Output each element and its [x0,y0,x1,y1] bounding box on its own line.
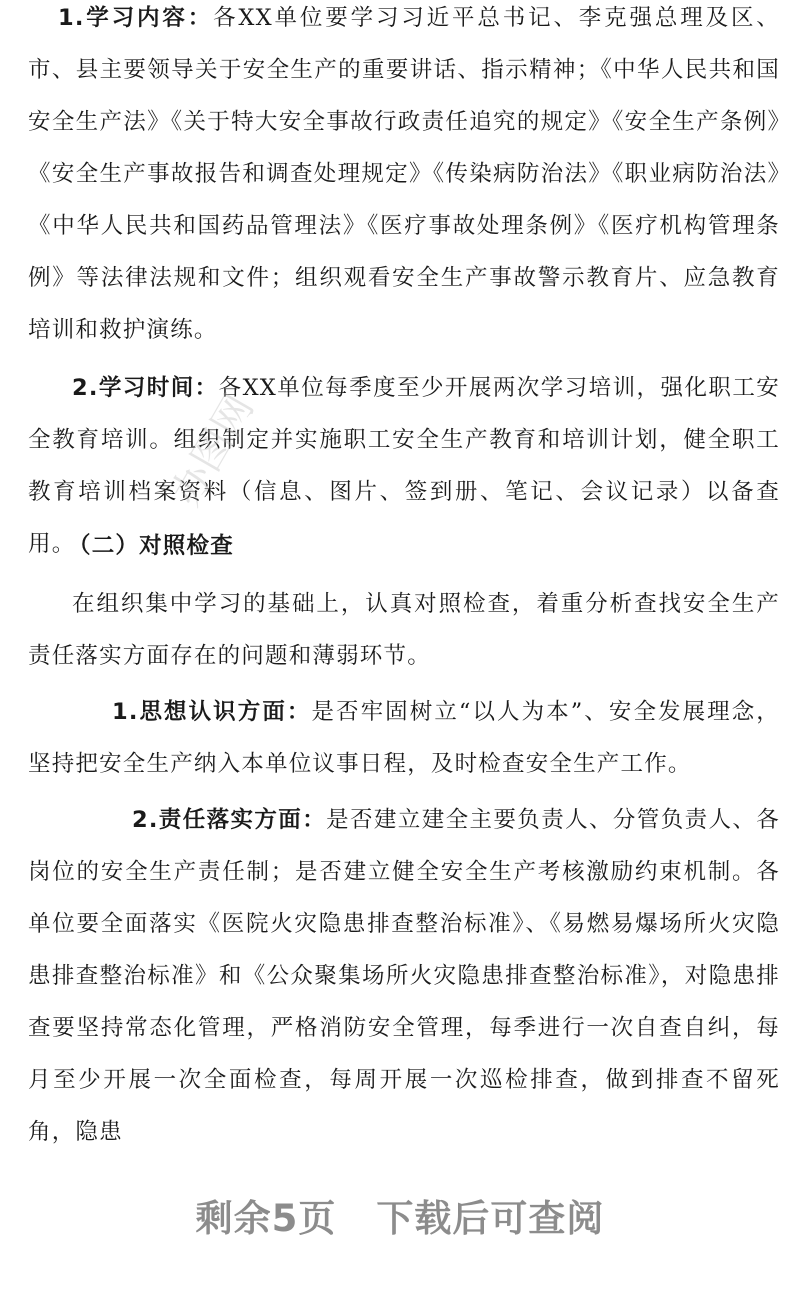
paragraph-study-content [28,0,780,356]
download-to-view-label: 下载后可查阅 [376,1197,605,1240]
text-thinking: 是否牢固树立“以人为本”、安全发展理念，坚持把安全生产纳入本单位议事日程，及时检查安全生产工作。 [28,699,780,777]
label-study-time: 2.学习时间： [72,375,219,401]
text-study-content: 各XX单位要学习习近平总书记、李克强总理及区、市、县主要领导关于安全生产的重要讲话、指示精神；《中华人民共和国安全生产法》《关于特大安全事故行政责任追究的规定》《安全生产条例》《安全生产事故报告和调查处理规定》《传染病防治法》《职业病防治法》《中华人民共和国药品管理法》《医疗事故处理条例》《医疗机构管理条例》等法律法规和文件；组织观看安全生产事故警示教育片、应急教育培训和救护演练。 [28,5,781,343]
paragraph-thinking [28,686,780,790]
text-responsibility: 是否建立建全主要负责人、分管负责人、各岗位的安全生产责任制；是否建立健全安全生产考核激励约束机制。各单位要全面落实《医院火灾隐患排查整治标准》、《易燃易爆场所火灾隐患排查整治标准》和《公众聚集场所火灾隐患排查整治标准》，对隐患排查要坚持常态化管理，严格消防安全管理，每季进行一次自查自纠，每月至少开展一次全面检查，每周开展一次巡检排查，做到排查不留死角，隐患 [28,807,780,1145]
label-responsibility: 2.责任落实方面： [132,807,327,833]
label-thinking: 1.思想认识方面： [112,699,312,725]
paragraph-responsibility [28,794,780,1158]
label-study-content: 1.学习内容： [58,5,214,31]
watermark: 办图网 [163,386,263,514]
download-prompt[interactable] [0,1188,800,1242]
paragraph-check-intro: 在组织集中学习的基础上，认真对照检查，着重分析查找安全生产责任落实方面存在的问题和薄弱环节。 [28,591,780,669]
text-study-time: 各XX单位每季度至少开展两次学习培训，强化职工安全教育培训。组织制定并实施职工安全生产教育和培训计划，健全职工教育培训档案资料（信息、图片、签到册、笔记、会议记录）以备查用。 [28,375,780,557]
remaining-pages-label: 剩余5页 [195,1197,337,1240]
section-heading-check: （二）对照检查 [68,533,234,559]
